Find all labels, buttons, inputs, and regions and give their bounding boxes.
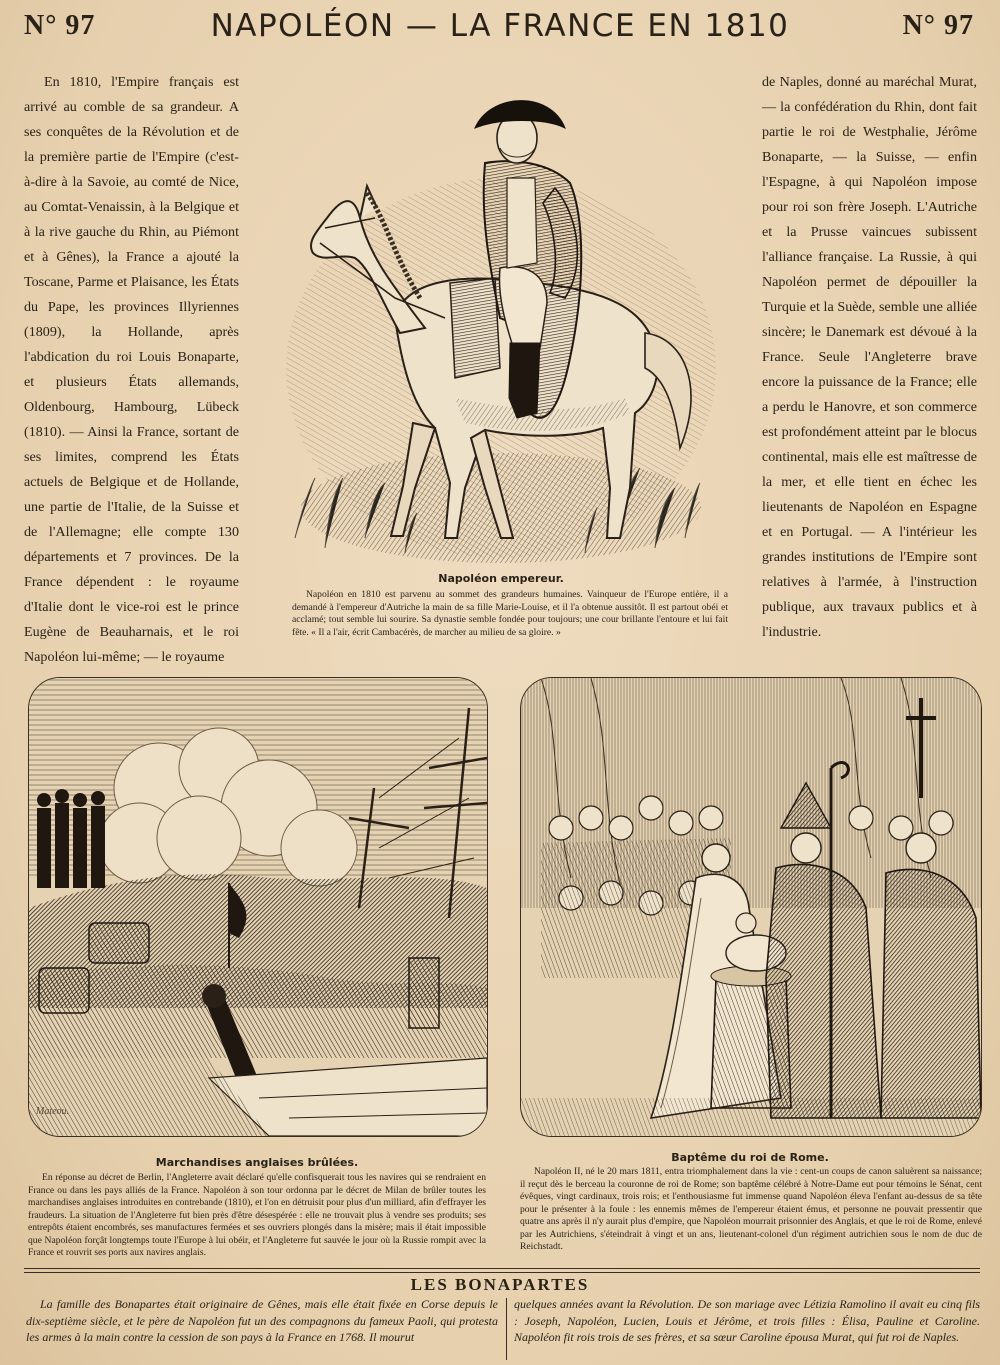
bonapartes-title: LES BONAPARTES bbox=[410, 1275, 590, 1294]
issue-number-left: N° 97 bbox=[24, 10, 96, 41]
napoleon-caption-text: Napoléon en 1810 est parvenu au sommet des grandeurs humaines. Vainqueur de l'Europe entière, il a demandé à l'empereur d'Autriche la main de sa fille Marie-Louise, et il l'a obtenue aussitôt. Il est partout obéi et acclamé; tout semble lui sourire. Sa dynastie semble fondée pour toujours; une cour brillante l'entoure et lui fait fête. « Il a l'air, écrit Cambacérès, de marcher au milieu de sa gloire. » bbox=[292, 589, 728, 638]
napoleon-caption-title: Napoléon empereur. bbox=[438, 572, 564, 585]
baptism-engraving bbox=[520, 677, 982, 1137]
burning-goods-caption-title: Marchandises anglaises brûlées. bbox=[155, 1156, 359, 1169]
right-text-column bbox=[762, 70, 977, 645]
right-column-text: de Naples, donné au maréchal Murat, — la confédération du Rhin, dont fait partie le roi de Westphalie, Jérôme Bonaparte, — la Suisse, — enfin l'Espagne, à qui Napoléon impose pour roi son frère Joseph. L'Autriche et la Prusse vaincues subissent l'alliance française. La Russie, à qui Napoléon permet de dépouiller la Turquie et la Suède, semble une alliée sincère; le Danemark est dévoué à la France. Seule l'Angleterre brave encore la puissance de la France; elle a perdu le Hanovre, et son commerce est profondément atteint par le blocus continental, mais elle est maîtresse de la mer, et elle tient en échec les lieutenants de Napoléon en Espagne et en Portugal. — A l'intérieur les grandes institutions de l'Empire sont relatives à l'armée, à l'instruction publique, aux travaux publics et à l'industrie. bbox=[762, 74, 977, 640]
issue-number-right: N° 97 bbox=[902, 10, 974, 41]
burning-goods-engraving bbox=[28, 677, 488, 1137]
left-text-column bbox=[24, 70, 239, 670]
napoleon-engraving bbox=[285, 68, 717, 568]
baptism-caption-text: Napoléon II, né le 20 mars 1811, entra triomphalement dans la vie : cent-un coups de canon saluèrent sa naissance; il reçut dès le berceau la couronne de roi de Rome; son baptême célébré à Notre-Dame eut pour témoins le Sénat, cent évêques, vingt cardinaux, trois rois; et l'enthousiasme fut immense quand Napoléon éleva l'enfant au-dessus de sa tête pour le présenter à la foule : les ennemis mêmes de l'empereur étaient émus, et personne ne pouvait pressentir que quatre ans après il n'y aurait plus d'empire, que Napoléon mourrait prisonnier des Anglais, et que le roi de Rome, enlevé par les Autrichiens, s'éteindrait à vingt et un ans, lieutenant-colonel d'un régiment autrichien sous le nom de duc de Reichstadt. bbox=[520, 1166, 982, 1252]
engraver-signature: Mateou. bbox=[36, 1106, 70, 1117]
baptism-caption-title: Baptême du roi de Rome. bbox=[671, 1151, 829, 1164]
left-column-text: En 1810, l'Empire français est arrivé au comble de sa grandeur. A ses conquêtes de la Révolution et de la première partie de l'Empire (c'est-à-dire à la Savoie, au comté de Nice, au Comtat-Venaissin, à la Belgique et à la rive gauche du Rhin, au Piémont et à Gênes), la France a ajouté la Toscane, Parme et Plaisance, les États du Pape, les provinces Illyriennes (1809), la Hollande, après l'abdication du roi Louis Bonaparte, et plusieurs États allemands, Oldenbourg, Hambourg, Lübeck (1810). — Ainsi la France, sortant de ses limites, comprend les États actuels de Belgique et de Hollande, une partie de l'Italie, de la Suisse et de l'Allemagne; elle compte 130 départements et 7 provinces. De la France dépendent : le royaume d'Italie dont le vice-roi est le prince Eugène de Beauharnais, et le roi Napoléon lui-même; — le royaume bbox=[24, 74, 239, 665]
section-divider-inner bbox=[24, 1272, 980, 1273]
section-divider-top bbox=[24, 1268, 980, 1269]
bonapartes-text-left: La famille des Bonapartes était originaire de Gênes, mais elle était fixée en Corse depuis le dix-septième siècle, et le père de Napoléon fut un des compagnons du fameux Paoli, qui protesta les armes à la main contre la cession de son pays à la France en 1768. Il mourut bbox=[26, 1297, 498, 1344]
burning-goods-caption-text: En réponse au décret de Berlin, l'Angleterre avait déclaré qu'elle confisquerait tous les navires qui se rendraient en France ou dans les pays alliés de la France. Napoléon à son tour ordonna par le décret de Milan de brûler toutes les marchandises anglaises introduites en contrebande (1810), et l'on en détruisit pour plus d'un milliard, afin d'effrayer les fraudeurs. La situation de l'Angleterre fut bien près d'être désespérée : elle ne trouvait plus à vendre ses produits; ses entrepôts étaient encombrés, ses manufactures fermées et ses ouvriers plongés dans la misère; mais il était impossible que Napoléon forçât longtemps toute l'Europe à lui obéir, et l'Angleterre fut sauvée le jour où la Russie rompit avec la France et rouvrit ses ports aux navires anglais. bbox=[28, 1172, 486, 1258]
page-title: NAPOLÉON — LA FRANCE EN 1810 bbox=[210, 8, 790, 44]
column-divider bbox=[506, 1298, 507, 1360]
bonapartes-text-right: quelques années avant la Révolution. De son mariage avec Létizia Ramolino il avait eu cinq fils : Joseph, Napoléon, Lucien, Louis et Jérôme, et trois filles : Élisa, Pauline et Caroline. Napoléon fit rois trois de ses frères, et sa sœur Caroline épousa Murat, qui fut roi de Naples. bbox=[514, 1297, 980, 1344]
